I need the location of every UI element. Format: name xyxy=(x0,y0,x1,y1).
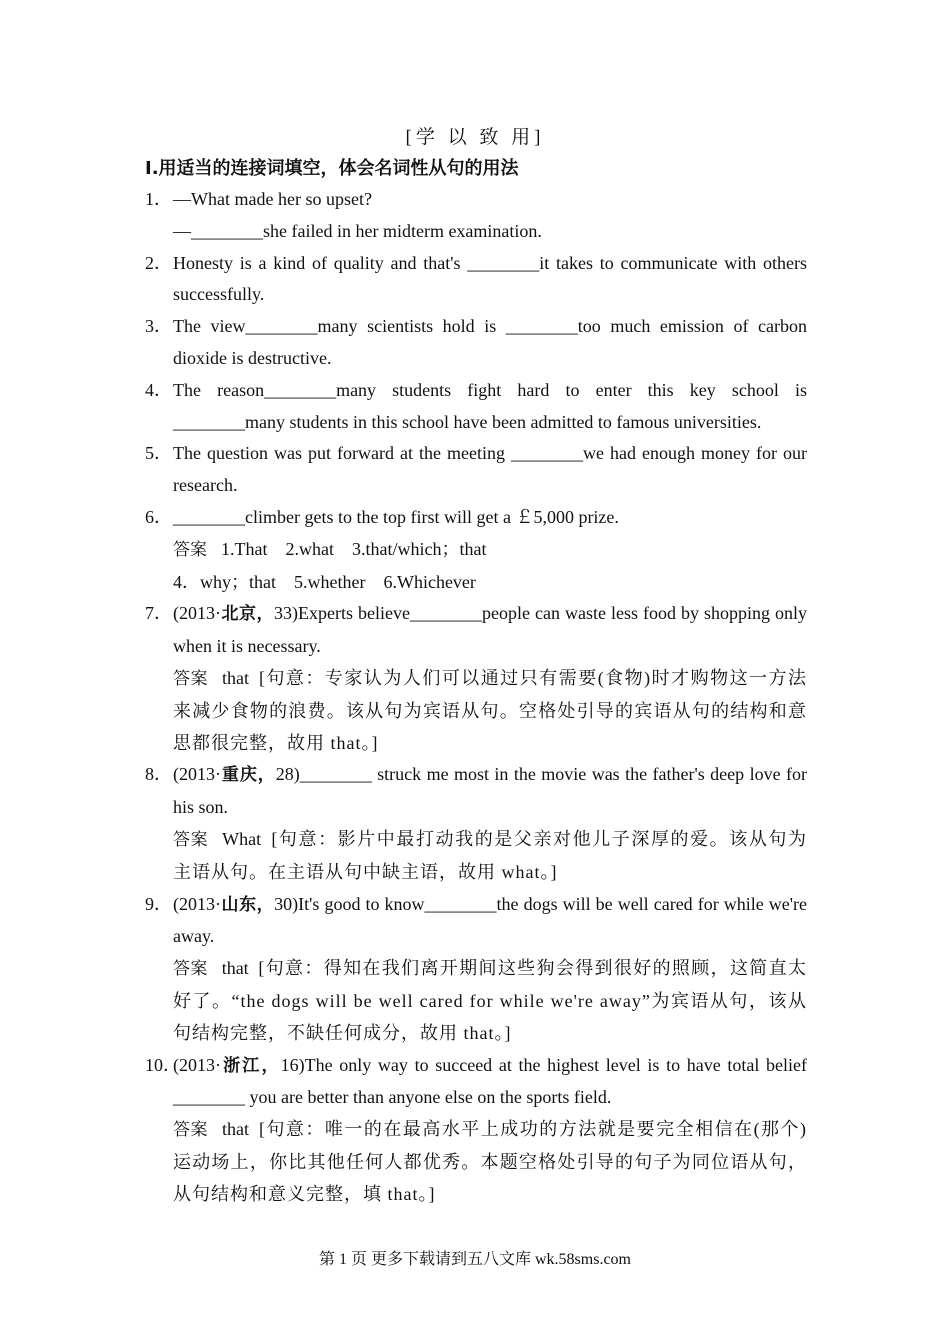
page-footer: 第 1 页 更多下载请到五八文库 wk.58sms.com xyxy=(318,1251,631,1268)
question-number: 8． xyxy=(145,764,172,785)
answer-value: that xyxy=(221,1119,249,1140)
answer-7 xyxy=(145,663,807,759)
answer-8 xyxy=(145,824,807,889)
question-line: —What made her so upset? xyxy=(173,189,372,209)
question-text: ________ struck me most in the movie was the father's deep love for his son. xyxy=(173,764,807,818)
question-text: It's good to know________the dogs will be well cared for while we're away. xyxy=(173,893,808,947)
question-5 xyxy=(145,438,807,502)
question-number: 5． xyxy=(145,443,172,464)
question-10 xyxy=(145,1050,807,1115)
question-3 xyxy=(145,311,807,375)
answer-explanation: [句意：专家认为人们可以通过只有需要(食物)时才购物这一方法来减少食物的浪费。该从句为宾语从句。空格处引导的宾语从句的结构和意思都很完整，故用 that。] xyxy=(173,667,808,753)
question-number: 6． xyxy=(145,506,172,527)
answer-block-1-6-cont xyxy=(145,567,807,599)
answer-10 xyxy=(145,1114,807,1210)
answer-value: that xyxy=(221,958,249,979)
question-4 xyxy=(145,375,807,439)
question-text: The question was put forward at the meeting ________we had enough money for our research. xyxy=(173,443,807,496)
question-source: (2013·北京，33) xyxy=(173,603,299,625)
question-number: 7． xyxy=(145,603,172,624)
answer-label: 答案 xyxy=(173,539,207,560)
question-number: 2． xyxy=(145,252,172,273)
question-number: 1． xyxy=(145,189,172,209)
answer-9 xyxy=(145,953,807,1049)
question-line: —________she failed in her midterm examination. xyxy=(173,220,542,241)
question-text: The reason________many students fight hard to enter this key school is ________many students in this school have been admitted to famous universities. xyxy=(173,379,807,432)
question-8 xyxy=(145,759,807,824)
question-6 xyxy=(145,502,807,534)
question-1 xyxy=(145,184,807,248)
question-text: Honesty is a kind of quality and that's ________it takes to communicate with others successfully. xyxy=(173,252,807,305)
question-7 xyxy=(145,598,807,663)
section-heading: Ⅰ.用适当的连接词填空，体会名词性从句的用法 xyxy=(145,158,519,179)
question-9 xyxy=(145,889,807,954)
answer-line: 1.That 2.what 3.that/which；that xyxy=(221,538,487,559)
page-title: [学 以 致 用] xyxy=(405,127,545,148)
question-source: (2013·山东，30) xyxy=(173,893,299,915)
answer-label: 答案 xyxy=(173,959,208,980)
answer-value: that xyxy=(221,667,249,688)
answer-label: 答案 xyxy=(173,829,209,850)
answer-block-1-6 xyxy=(145,534,807,567)
answer-label: 答案 xyxy=(173,668,208,689)
answer-explanation: [句意：唯一的在最高水平上成功的方法就是要完全相信在(那个)运动场上，你比其他任何人都优秀。本题空格处引导的句子为同位语从句，从句结构和意义完整，填 that。] xyxy=(173,1119,808,1204)
question-text: Experts believe________people can waste less food by shopping only when it is necessary. xyxy=(173,603,807,657)
question-text: ________climber gets to the top first will get a ￡5,000 prize. xyxy=(173,506,619,527)
question-text: The view________many scientists hold is ________too much emission of carbon dioxide is destructive. xyxy=(173,316,807,368)
answer-label: 答案 xyxy=(173,1120,208,1141)
question-number: 9． xyxy=(145,893,172,914)
question-list xyxy=(145,184,807,1211)
question-number: 10． xyxy=(145,1054,181,1075)
question-source: (2013·重庆，28) xyxy=(173,764,300,786)
question-number: 3． xyxy=(145,316,172,337)
question-text: The only way to succeed at the highest level is to have total belief ________ you are better than anyone else on the sports field. xyxy=(173,1054,807,1108)
answer-explanation: [句意：得知在我们离开期间这些狗会得到很好的照顾，这简直太好了。“the dogs will be well cared for while we're away”为宾语从句，该从句结构完整，不缺任何成分，故用 that。] xyxy=(173,958,807,1043)
answer-line: 4．why；that 5.whether 6.Whichever xyxy=(173,571,476,592)
question-source: (2013·浙江，16) xyxy=(173,1054,305,1076)
question-2 xyxy=(145,248,807,312)
answer-value: What xyxy=(222,828,262,849)
question-number: 4． xyxy=(145,379,172,400)
answer-explanation: [句意：影片中最打动我的是父亲对他儿子深厚的爱。该从句为主语从句。在主语从句中缺主语，故用 what。] xyxy=(173,828,808,882)
